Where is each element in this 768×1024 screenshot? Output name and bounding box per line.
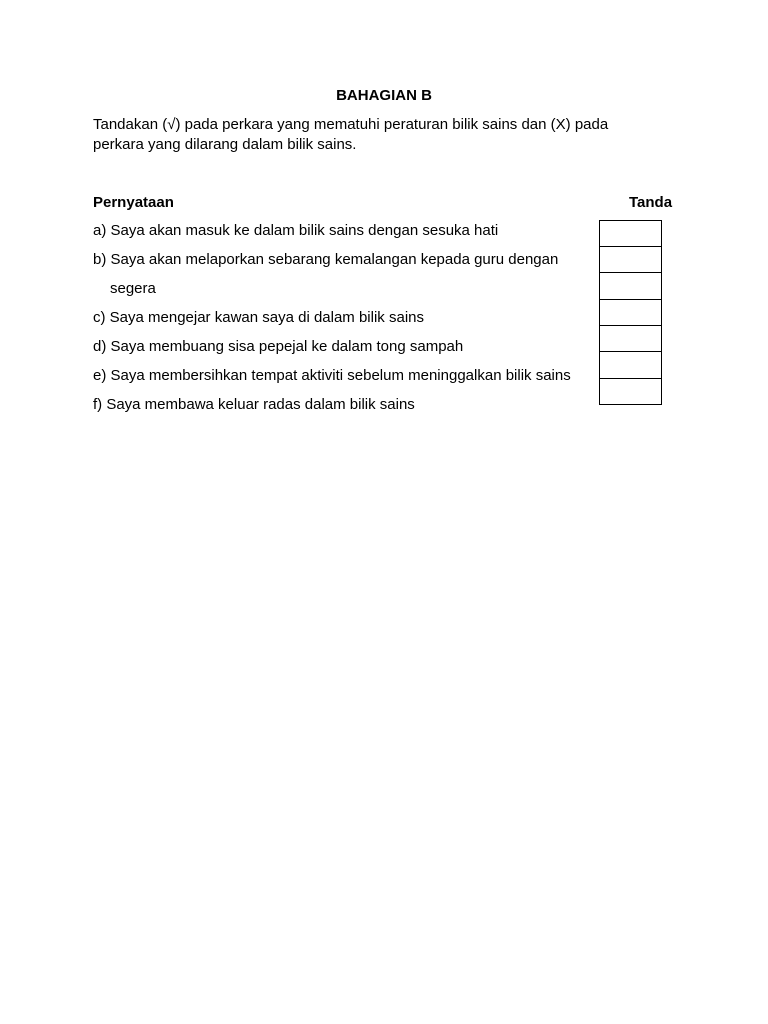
mark-box-1[interactable] — [599, 220, 662, 247]
statement-column-header: Pernyataan — [93, 194, 174, 211]
statement-b-continued: segera — [110, 280, 156, 297]
statement-f: f) Saya membawa keluar radas dalam bilik sains — [93, 396, 415, 413]
statement-a: a) Saya akan masuk ke dalam bilik sains dengan sesuka hati — [93, 222, 499, 239]
mark-column-header: Tanda — [629, 194, 673, 211]
mark-box-3[interactable] — [599, 272, 662, 300]
mark-box-5[interactable] — [599, 325, 662, 352]
statement-b: b) Saya akan melaporkan sebarang kemalangan kepada guru dengan — [93, 251, 559, 268]
mark-box-4[interactable] — [599, 299, 662, 326]
section-title: BAHAGIAN B — [336, 87, 432, 104]
mark-box-6[interactable] — [599, 351, 662, 379]
instructions-text: Tandakan (√) pada perkara yang mematuhi peraturan bilik sains dan (X) pada perkara yang dilarang dalam bilik sains. — [93, 116, 609, 153]
statement-c: c) Saya mengejar kawan saya di dalam bilik sains — [93, 309, 424, 326]
mark-box-7[interactable] — [599, 378, 662, 405]
statement-e: e) Saya membersihkan tempat aktiviti sebelum meninggalkan bilik sains — [93, 367, 571, 384]
mark-box-2[interactable] — [599, 246, 662, 273]
statement-d: d) Saya membuang sisa pepejal ke dalam tong sampah — [93, 338, 464, 355]
